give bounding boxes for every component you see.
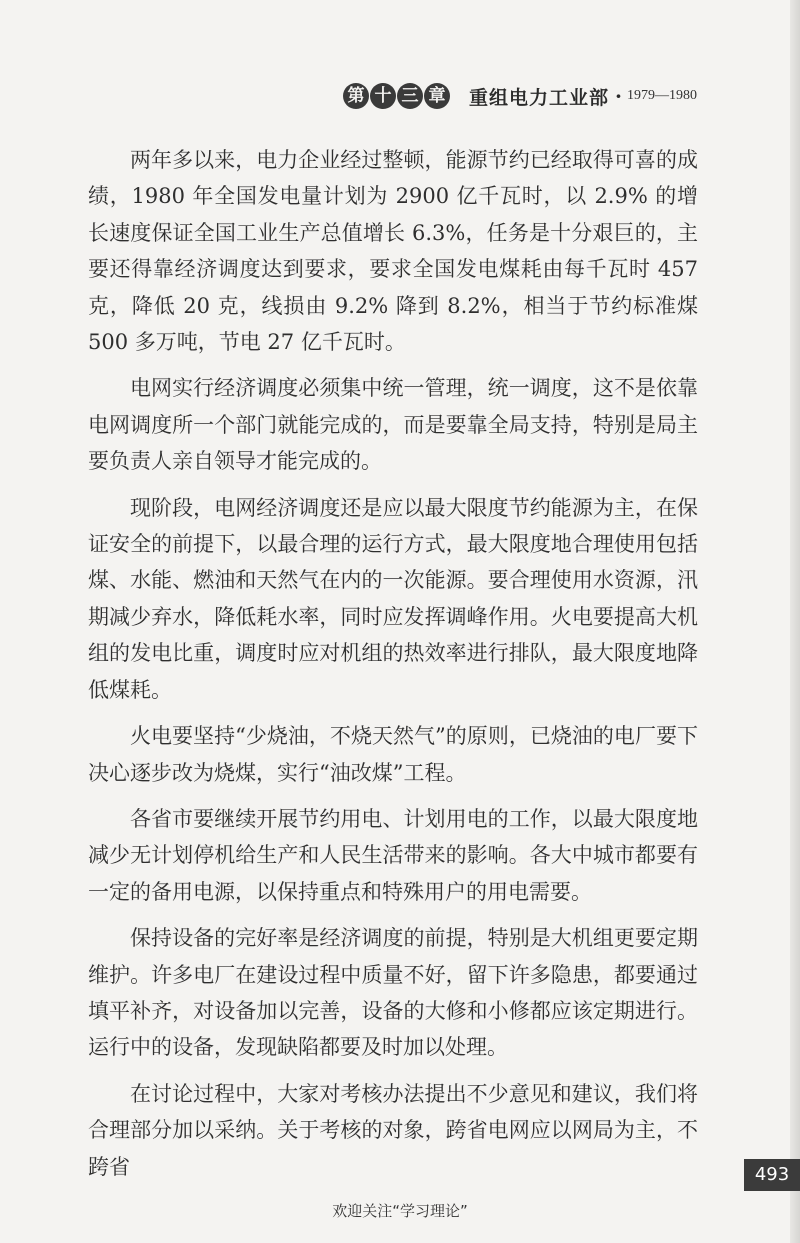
paragraph: 在讨论过程中，大家对考核办法提出不少意见和建议，我们将合理部分加以采纳。关于考核的对象，跨省电网应以网局为主，不跨省 bbox=[88, 1081, 698, 1179]
paragraph: 两年多以来，电力企业经过整顿，能源节约已经取得可喜的成绩，1980 年全国发电量计划为 2900 亿千瓦时，以 2.9% 的增长速度保证全国工业生产总值增长 6.3%，任务是十分艰巨的，主要还得靠经济调度达到要求，要求全国发电煤耗由每千瓦时 457 克，降低 20 克，线损由 9.2% 降到 8.2%，相当于节约标准煤 500 多万吨，节电 27 亿千瓦时。 bbox=[88, 148, 698, 355]
chapter-badge bbox=[343, 83, 451, 109]
body-text bbox=[88, 142, 698, 1195]
footer-note: 欢迎关注“学习理论” bbox=[332, 1202, 468, 1220]
chapter-title: 重组电力工业部 bbox=[469, 86, 610, 109]
header-separator: · bbox=[615, 84, 622, 108]
chapter-years: 1979—1980 bbox=[627, 88, 697, 103]
paragraph: 火电要坚持“少烧油，不烧天然气”的原则，已烧油的电厂要下决心逐步改为烧煤，实行“油改煤”工程。 bbox=[88, 724, 698, 785]
page-number: 493 bbox=[744, 1159, 800, 1191]
chapter-badge-char: 十 bbox=[370, 83, 396, 109]
chapter-badge-char: 三 bbox=[397, 83, 423, 109]
page-edge bbox=[790, 0, 800, 1243]
running-header bbox=[343, 78, 697, 114]
paragraph: 保持设备的完好率是经济调度的前提，特别是大机组更要定期维护。许多电厂在建设过程中质量不好，留下许多隐患，都要通过填平补齐，对设备加以完善，设备的大修和小修都应该定期进行。运行中的设备，发现缺陷都要及时加以处理。 bbox=[88, 926, 698, 1060]
paragraph: 电网实行经济调度必须集中统一管理，统一调度，这不是依靠电网调度所一个部门就能完成的，而是要靠全局支持，特别是局主要负责人亲自领导才能完成的。 bbox=[88, 376, 698, 474]
chapter-badge-char: 第 bbox=[343, 83, 369, 109]
paragraph: 各省市要继续开展节约用电、计划用电的工作，以最大限度地减少无计划停机给生产和人民生活带来的影响。各大中城市都要有一定的备用电源，以保持重点和特殊用户的用电需要。 bbox=[88, 806, 698, 904]
paragraph: 现阶段，电网经济调度还是应以最大限度节约能源为主，在保证安全的前提下，以最合理的运行方式，最大限度地合理使用包括煤、水能、燃油和天然气在内的一次能源。要合理使用水资源，汛期减少弃水，降低耗水率，同时应发挥调峰作用。火电要提高大机组的发电比重，调度时应对机组的热效率进行排队，最大限度地降低煤耗。 bbox=[88, 495, 698, 702]
chapter-badge-char: 章 bbox=[424, 83, 450, 109]
